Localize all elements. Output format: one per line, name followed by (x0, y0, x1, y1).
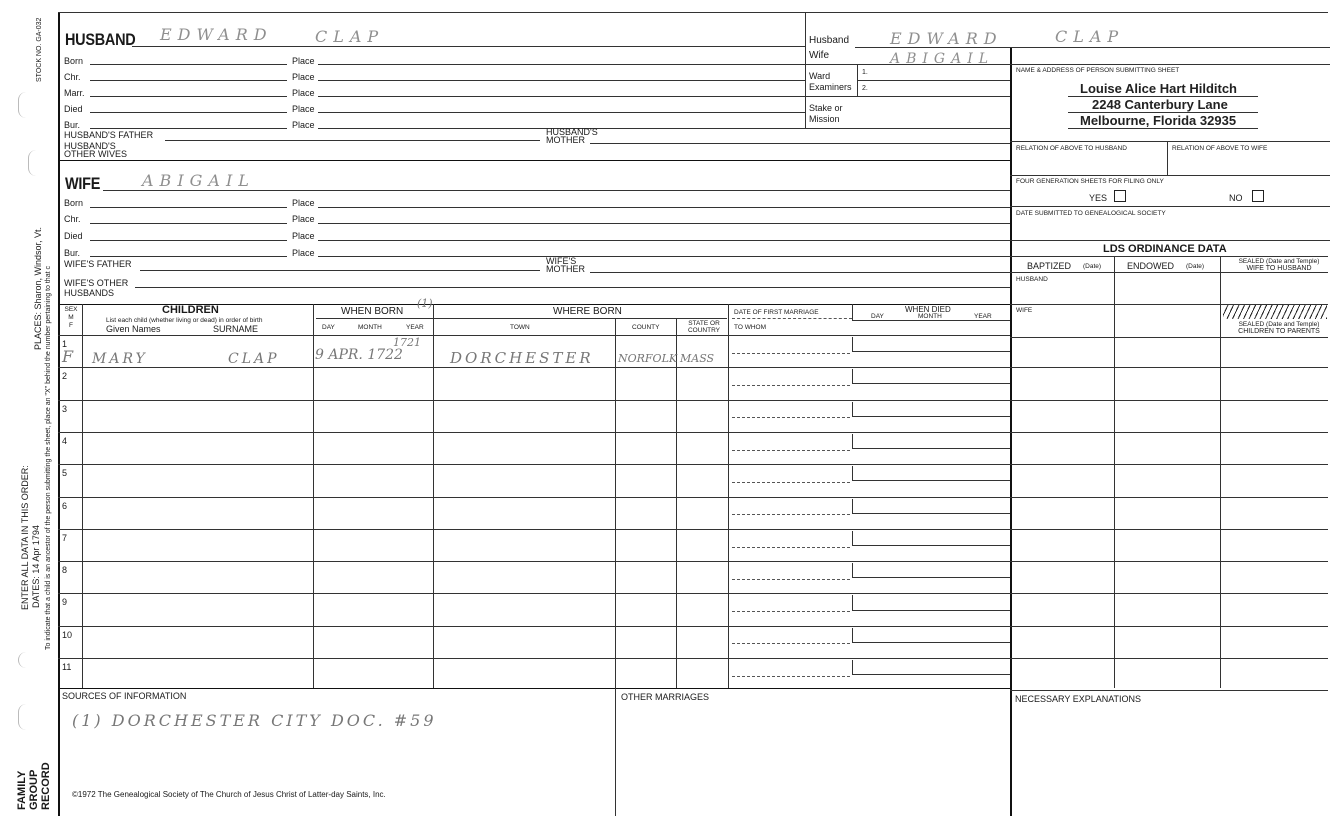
lds-husband-row: HUSBAND (1016, 276, 1048, 283)
husband-father-label: HUSBAND'S FATHER (64, 130, 154, 140)
husband-chr-label: Chr. (64, 72, 81, 82)
table-row (58, 464, 1010, 465)
table-row (58, 432, 1010, 433)
submitter-name: Louise Alice Hart Hilditch (1080, 81, 1237, 96)
punch-hole (18, 704, 27, 730)
husband-given-name: EDWARD (160, 25, 273, 44)
child1-sex: F (62, 347, 77, 366)
stock-number: STOCK NO. GA-032 (36, 17, 43, 82)
where-born-header: WHERE BORN (553, 306, 622, 317)
place-label: Place (292, 231, 315, 241)
row-number: 1 (62, 339, 68, 349)
row-number: 7 (62, 532, 68, 543)
husband-heading: HUSBAND (65, 30, 136, 49)
husband-marr-label: Marr. (64, 88, 85, 98)
tr-husband-surname: CLAP (1055, 27, 1125, 46)
divider (805, 12, 806, 128)
lds-title: LDS ORDINANCE DATA (1103, 243, 1227, 255)
yes-checkbox[interactable] (1114, 190, 1126, 202)
place-label: Place (292, 248, 315, 258)
place-label: Place (292, 88, 315, 98)
row-number: 8 (62, 565, 68, 576)
place-label: Place (292, 198, 315, 208)
table-row (58, 658, 1010, 659)
sex-header: SEX M F (64, 306, 78, 329)
wife-born-label: Born (64, 198, 84, 208)
sealed-wife-label: SEALED (Date and Temple) WIFE TO HUSBAND (1238, 258, 1320, 272)
table-row (58, 529, 1010, 530)
hatched-cell (1223, 305, 1327, 319)
surname-header: SURNAME (213, 324, 259, 334)
relation-wife-label: RELATION OF ABOVE TO WIFE (1172, 145, 1268, 152)
child1-town: DORCHESTER (450, 349, 594, 367)
husband-died-label: Died (64, 104, 83, 114)
sealed-children-label: SEALED (Date and Temple) CHILDREN TO PARENTS (1238, 321, 1320, 335)
date-submitted-label: DATE SUBMITTED TO GENEALOGICAL SOCIETY (1016, 210, 1166, 217)
row-number: 2 (62, 371, 68, 382)
children-header: CHILDREN (162, 304, 219, 316)
table-row (58, 335, 1010, 336)
row-number: 5 (62, 468, 68, 479)
husband-surname: CLAP (315, 27, 385, 46)
other-marriages-label: OTHER MARRIAGES (621, 692, 710, 702)
child1-given: MARY (92, 351, 148, 367)
submitter-city: Melbourne, Florida 32935 (1080, 113, 1237, 128)
punch-hole (18, 92, 27, 118)
tr-husband-label: Husband (809, 35, 850, 46)
row-number: 10 (62, 629, 73, 640)
child1-county: NORFOLK (618, 352, 678, 365)
table-row (58, 626, 1010, 627)
explanations-label: NECESSARY EXPLANATIONS (1015, 694, 1142, 704)
wife-bur-label: Bur. (64, 248, 81, 258)
row-number: 6 (62, 500, 68, 511)
place-label: Place (292, 214, 315, 224)
table-row (58, 561, 1010, 562)
table-row (58, 593, 1010, 594)
husband-bur-label: Bur. (64, 120, 81, 130)
relation-husband-label: RELATION OF ABOVE TO HUSBAND (1016, 145, 1127, 152)
table-row (58, 400, 1010, 401)
when-born-header: WHEN BORN (341, 306, 404, 317)
child1-surname: CLAP (228, 351, 280, 367)
source-entry: (1) DORCHESTER CITY DOC. #59 (72, 711, 437, 730)
tr-husband-name: EDWARD (890, 29, 1003, 48)
husband-born-label: Born (64, 56, 84, 66)
baptized-label: BAPTIZED (1027, 261, 1072, 271)
wife-given-name: ABIGAIL (142, 171, 255, 190)
wife-father-label: WIFE'S FATHER (64, 259, 132, 269)
row-number: 4 (62, 435, 68, 446)
lds-wife-row: WIFE (1016, 307, 1033, 314)
sources-label: SOURCES OF INFORMATION (62, 691, 187, 701)
wife-other-husbands-label: WIFE'S OTHER HUSBANDS (64, 278, 129, 298)
given-names-header: Given Names (106, 324, 161, 334)
endowed-label: ENDOWED (1127, 261, 1174, 271)
submitter-street: 2248 Canterbury Lane (1092, 97, 1228, 112)
row-number: 3 (62, 403, 68, 414)
place-label: Place (292, 56, 315, 66)
child1-born-note: (1) (417, 297, 433, 310)
dates-note: DATES: 14 Apr 1794 (31, 525, 41, 608)
ancestor-note: To indicate that a child is an ancestor of the person submitting the sheet, place an "X" behind the number pertaining to that c (45, 266, 52, 650)
child1-born: 9 APR. 1722 (315, 347, 403, 363)
row-number: 9 (62, 597, 68, 608)
four-gen-label: FOUR GENERATION SHEETS FOR FILING ONLY (1016, 178, 1164, 185)
punch-hole (28, 150, 37, 176)
wife-heading: WIFE (65, 174, 101, 193)
wife-died-label: Died (64, 231, 83, 241)
stake-label: Stake or Mission (809, 103, 843, 124)
husband-mother-label: HUSBAND'S MOTHER (546, 127, 598, 145)
child1-born-alt: 1721 (393, 336, 421, 349)
wife-chr-label: Chr. (64, 214, 81, 224)
when-died-header: WHEN DIED (905, 305, 951, 314)
submitter-label: NAME & ADDRESS OF PERSON SUBMITTING SHEET (1016, 67, 1180, 74)
left-border (58, 12, 60, 816)
wife-mother-label: WIFE'S MOTHER (546, 256, 585, 274)
place-label: Place (292, 120, 315, 130)
first-marriage-header: DATE OF FIRST MARRIAGE (734, 309, 819, 316)
copyright: ©1972 The Genealogical Society of The Church of Jesus Christ of Latter-day Saints, Inc. (72, 790, 386, 799)
places-note: PLACES: Sharon, Windsor, Vt. (33, 226, 43, 350)
tr-wife-label: Wife (809, 50, 829, 61)
place-label: Place (292, 104, 315, 114)
child1-state: MASS (680, 352, 715, 365)
tr-wife-name: ABIGAIL (890, 51, 995, 67)
enter-data-note: ENTER ALL DATA IN THIS ORDER: (20, 465, 30, 610)
no-checkbox[interactable] (1252, 190, 1264, 202)
punch-hole (18, 652, 27, 668)
ward-examiners-label: Ward Examiners (809, 71, 852, 92)
form-title: FAMILY GROUP RECORD (16, 762, 52, 810)
row-number: 11 (62, 662, 72, 672)
table-row (58, 497, 1010, 498)
place-label: Place (292, 72, 315, 82)
table-row (58, 367, 1010, 368)
